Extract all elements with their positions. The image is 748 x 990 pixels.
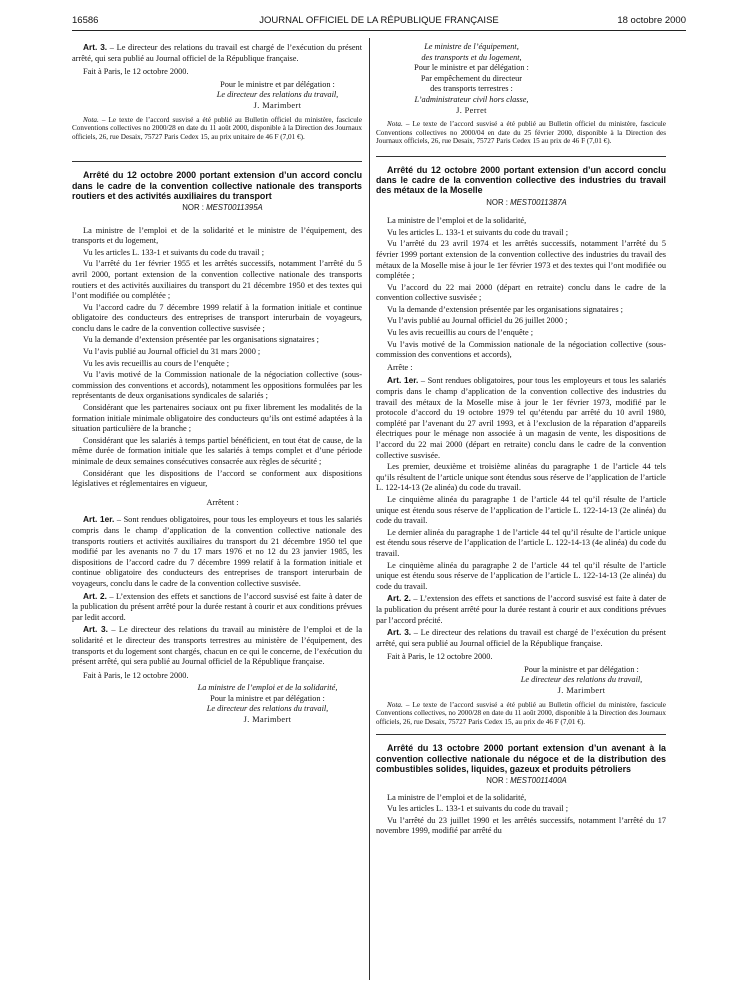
visa-paragraph: Vu l’avis motivé de la Commission nationale de la négociation collective (sous-commission des conventions et accords), <box>376 339 666 360</box>
visa-paragraph: Vu l’accord cadre du 7 décembre 1999 relatif à la formation initiale et continue obligatoire des conducteurs des entreprises de transport interurbain de voyageurs, conclu dans le cadre de la convention collective susvisée ; <box>72 302 362 333</box>
arretent-label: Arrêtent : <box>206 497 239 507</box>
signature-block: Le ministre de l’équipement, des transports et du logement, Pour le ministre et par délégation : Par empêchement du directeur des transports terrestres : L’administrateur civil hors classe, J. Perret <box>414 42 529 115</box>
signing-place-date: Fait à Paris, le 12 octobre 2000. <box>387 652 493 662</box>
visa-paragraph: Vu la demande d’extension présentée par les organisations signataires ; <box>83 335 319 345</box>
visa-paragraph: Vu l’arrêté du 23 juillet 1990 et les arrêtés successifs, notamment l’arrêté du 17 novembre 1999, modifié par arrêté du <box>376 815 666 836</box>
page-number: 16586 <box>72 15 99 26</box>
visa-paragraph: Vu les articles L. 133-1 et suivants du code du travail ; <box>387 227 569 237</box>
visa-paragraph: Vu les avis recueillis au cours de l’enquête ; <box>387 328 534 338</box>
article-1-subparagraph: Les premier, deuxième et troisième alinéas du paragraphe 1 de l’article 44 tels qu’ils résultent de l’article unique sont étendus sous réserve de l’application de l’article L. 122-14-13 (2e alinéa) du code du travail. <box>376 462 666 493</box>
article-1-subparagraph: Le cinquième alinéa du paragraphe 2 de l’article 44 tel qu’il résulte de l’article unique est étendu sous réserve de l’application de l’article L. 122-14-13 (2e alinéa) du code du travail. <box>376 560 666 591</box>
visa-paragraph: Vu l’arrêté du 23 avril 1974 et les arrêtés successifs, notamment l’arrêté du 5 février 1999 portant extension de la convention collective des industries du travail des métaux de la Moselle mise à jour le 1er février 1973 et des textes qui l’ont modifiée ou complétée ; <box>376 239 666 281</box>
article-1-paragraph: Art. 1er. – Sont rendues obligatoires, pour tous les employeurs et tous les salariés compris dans le champ d’application de la convention collective des industries du travail des métaux de la Moselle mise à jour le 1er février 1973, modifié par le protocole d’accord du 19 octobre 1979 tel qu’étendu par arrêté du 10 avril 1980, complété par l’avenant du 27 avril 1993, et à l’exclusion de la réparation d’appareils électriques pour le ménage non associée à un magasin de vente, les dispositions de l’accord du 22 mai 2000 (départ en retraite) conclu dans le cadre de la convention collective susvisée. <box>376 375 666 460</box>
article-1-subparagraph: Le dernier alinéa du paragraphe 1 de l’article 44 tel qu’il résulte de l’article unique est étendu sous réserve de l’application de l’article L. 122-14-13 (4e alinéa) du code du travail. <box>376 527 666 558</box>
visa-paragraph: Vu l’avis motivé de la Commission nationale de la négociation collective (sous-commission des conventions et accords), notamment les oppositions formulées par les représentants de deux organisations syndicales de salariés ; <box>72 370 362 401</box>
visa-paragraph: Vu les articles L. 133-1 et suivants du code du travail ; <box>83 247 265 257</box>
visa-paragraph: Vu l’avis publié au Journal officiel du 31 mars 2000 ; <box>83 347 261 357</box>
nota-note: Nota. – Le texte de l’accord susvisé a été publié au Bulletin officiel du ministère, fascicule Conventions collectives no 2000/28 en date du 11 août 2000, disponible à la Direction des Journaux officiels, 26, rue Desaix, 75727 Paris Cedex 15, au prix unitaire de 46 F (7,01 €). <box>72 115 362 141</box>
signing-place-date: Fait à Paris, le 12 octobre 2000. <box>83 67 189 77</box>
nor-reference: NOR : MEST0011395A <box>182 202 263 212</box>
right-column <box>376 42 666 982</box>
issue-date: 18 octobre 2000 <box>617 15 686 26</box>
article-2-paragraph: Art. 2. – L’extension des effets et sanctions de l’accord susvisé est faite à dater de la publication du présent arrêté pour la durée restant à courir et aux conditions prévues par ledit accord. <box>72 590 362 622</box>
visa-paragraph: Vu la demande d’extension présentée par les organisations signataires ; <box>387 304 623 314</box>
article-1-paragraph: Art. 1er. – Sont rendues obligatoires, pour tous les employeurs et tous les salariés compris dans le champ d’application de la convention collective nationale des transports routiers et activités auxiliaires du transport du 21 décembre 1950 tel que modifié par les avenants no 7 du 17 mars 1976 et no 12 du 23 janvier 1985, les dispositions de l’accord cadre du 7 décembre 1999 relatif à la formation initiale et continue obligatoire des conducteurs des entreprises de transport interurbain de voyageurs, conclu dans le cadre de la convention collective susvisée. <box>72 514 362 588</box>
visa-paragraph: Vu les articles L. 133-1 et suivants du code du travail ; <box>387 804 569 814</box>
decree-body <box>72 226 362 490</box>
visa-paragraph: Vu les avis recueillis au cours de l’enquête ; <box>83 358 230 368</box>
section-divider <box>376 156 666 157</box>
nor-reference: NOR : MEST0011400A <box>486 776 567 786</box>
left-column <box>72 42 362 982</box>
article-2-paragraph: Art. 2. – L’extension des effets et sanctions de l’accord susvisé est faite à dater de la publication du présent arrêté pour la durée restant à courir et aux conditions prévues par l’accord précité. <box>376 593 666 625</box>
article-3-paragraph: Art. 3. – Le directeur des relations du travail au ministère de l’emploi et de la solidarité et le directeur des transports terrestres au ministère de l’équipement, des transports et du logement sont chargés, chacun en ce qui le concerne, de l’exécution du présent arrêté, qui sera publié au Journal officiel de la République française. <box>72 624 362 667</box>
column-divider <box>369 38 370 980</box>
decree-title: Arrêté du 13 octobre 2000 portant extension d’un avenant à la convention collective nationale du négoce et de la distribution des combustibles solides, liquides, gazeux et produits pétroliers <box>376 743 666 774</box>
nor-reference: NOR : MEST0011387A <box>486 197 567 207</box>
article-3-paragraph: Art. 3. – Le directeur des relations du travail est chargé de l’exécution du présent arrêté, qui sera publié au Journal officiel de la République française. <box>72 42 362 63</box>
decree-title: Arrêté du 12 octobre 2000 portant extension d’un accord conclu dans le cadre de la convention collective des industries du travail des métaux de la Moselle <box>376 164 666 196</box>
visa-paragraph: Vu l’accord du 22 mai 2000 (départ en retraite) conclu dans le cadre de la convention collective susvisée ; <box>376 282 666 303</box>
considerant-paragraph: Considérant que les salariés à temps partiel bénéficient, en tout état de cause, de la même durée de formation initiale que les salariés à temps complet et d’une période minimale de deux semaines consécutives consacrée aux règles de sécurité ; <box>72 435 362 467</box>
article-1-subparagraph: Le cinquième alinéa du paragraphe 1 de l’article 44 tel qu’il résulte de l’article unique est étendu sous réserve de l’application de l’article L. 122-14-13 (2e alinéa) du code du travail. <box>376 494 666 526</box>
nota-note: Nota. – Le texte de l’accord susvisé a été publié au Bulletin officiel du ministère, fascicule Conventions collectives, no 2000/28 en date du 11 août 2000, disponible à la Direction des Journaux officiels, 26, rue Desaix, 75727 Paris Cedex 15, au prix de 46 F (7,01 €). <box>376 700 666 726</box>
decree-body <box>376 216 666 361</box>
article-3-paragraph: Art. 3. – Le directeur des relations du travail est chargé de l’exécution du présent arrêté, qui sera publié au Journal officiel de la République française. <box>376 627 666 648</box>
visa-paragraph: La ministre de l’emploi et de la solidarité, <box>387 216 527 226</box>
considerant-paragraph: Considérant que les partenaires sociaux ont pu fixer librement les modalités de la formation initiale minimale obligatoire des conducteurs qu’ils ont estimé adaptées à la situation particulière de la branche ; <box>72 403 362 434</box>
journal-title: JOURNAL OFFICIEL DE LA RÉPUBLIQUE FRANÇAISE <box>259 15 499 26</box>
section-divider <box>376 734 666 735</box>
signature-block: Pour la ministre et par délégation : Le directeur des relations du travail, J. Marimbert <box>520 664 643 696</box>
visa-paragraph: Vu l’avis publié au Journal officiel du 26 juillet 2000 ; <box>387 316 568 326</box>
arrete-label: Arrête : <box>387 362 413 372</box>
signing-place-date: Fait à Paris, le 12 octobre 2000. <box>83 670 189 680</box>
page-header <box>72 16 686 31</box>
considerant-paragraph: Considérant que les dispositions de l’accord se conforment aux dispositions législatives et réglementaires en vigueur, <box>72 468 362 489</box>
section-divider <box>72 161 362 162</box>
visa-paragraph: La ministre de l’emploi et de la solidarité et le ministre de l’équipement, des transports et du logement, <box>72 225 362 246</box>
nota-note: Nota. – Le texte de l’accord susvisé a été publié au Bulletin officiel du ministère, fascicule Conventions collectives no 2000/04 en date du 25 février 2000, disponible à la Direction des Journaux officiels, 26, rue Desaix, 75727 Paris Cedex 15 au prix de 46 F (7,01 €). <box>376 120 666 146</box>
visa-paragraph: La ministre de l’emploi et de la solidarité, <box>387 792 527 802</box>
visa-paragraph: Vu l’arrêté du 1er février 1955 et les arrêtés successifs, notamment l’arrêté du 5 avril 2000, portant extension de la convention collective nationale des transports routiers et des activités auxiliaires du transport du 21 décembre 1950 et des textes qui l’ont modifiée ou complétée ; <box>72 259 362 301</box>
signature-block: Pour le ministre et par délégation : Le directeur des relations du travail, J. Marimbert <box>216 79 339 110</box>
signature-block: La ministre de l’emploi et de la solidarité, Pour la ministre et par délégation : Le directeur des relations du travail, J. Marimbert <box>197 683 338 725</box>
decree-title: Arrêté du 12 octobre 2000 portant extension d’un accord conclu dans le cadre de la convention collective nationale des transports routiers et des activités auxiliaires du transport <box>72 170 362 201</box>
